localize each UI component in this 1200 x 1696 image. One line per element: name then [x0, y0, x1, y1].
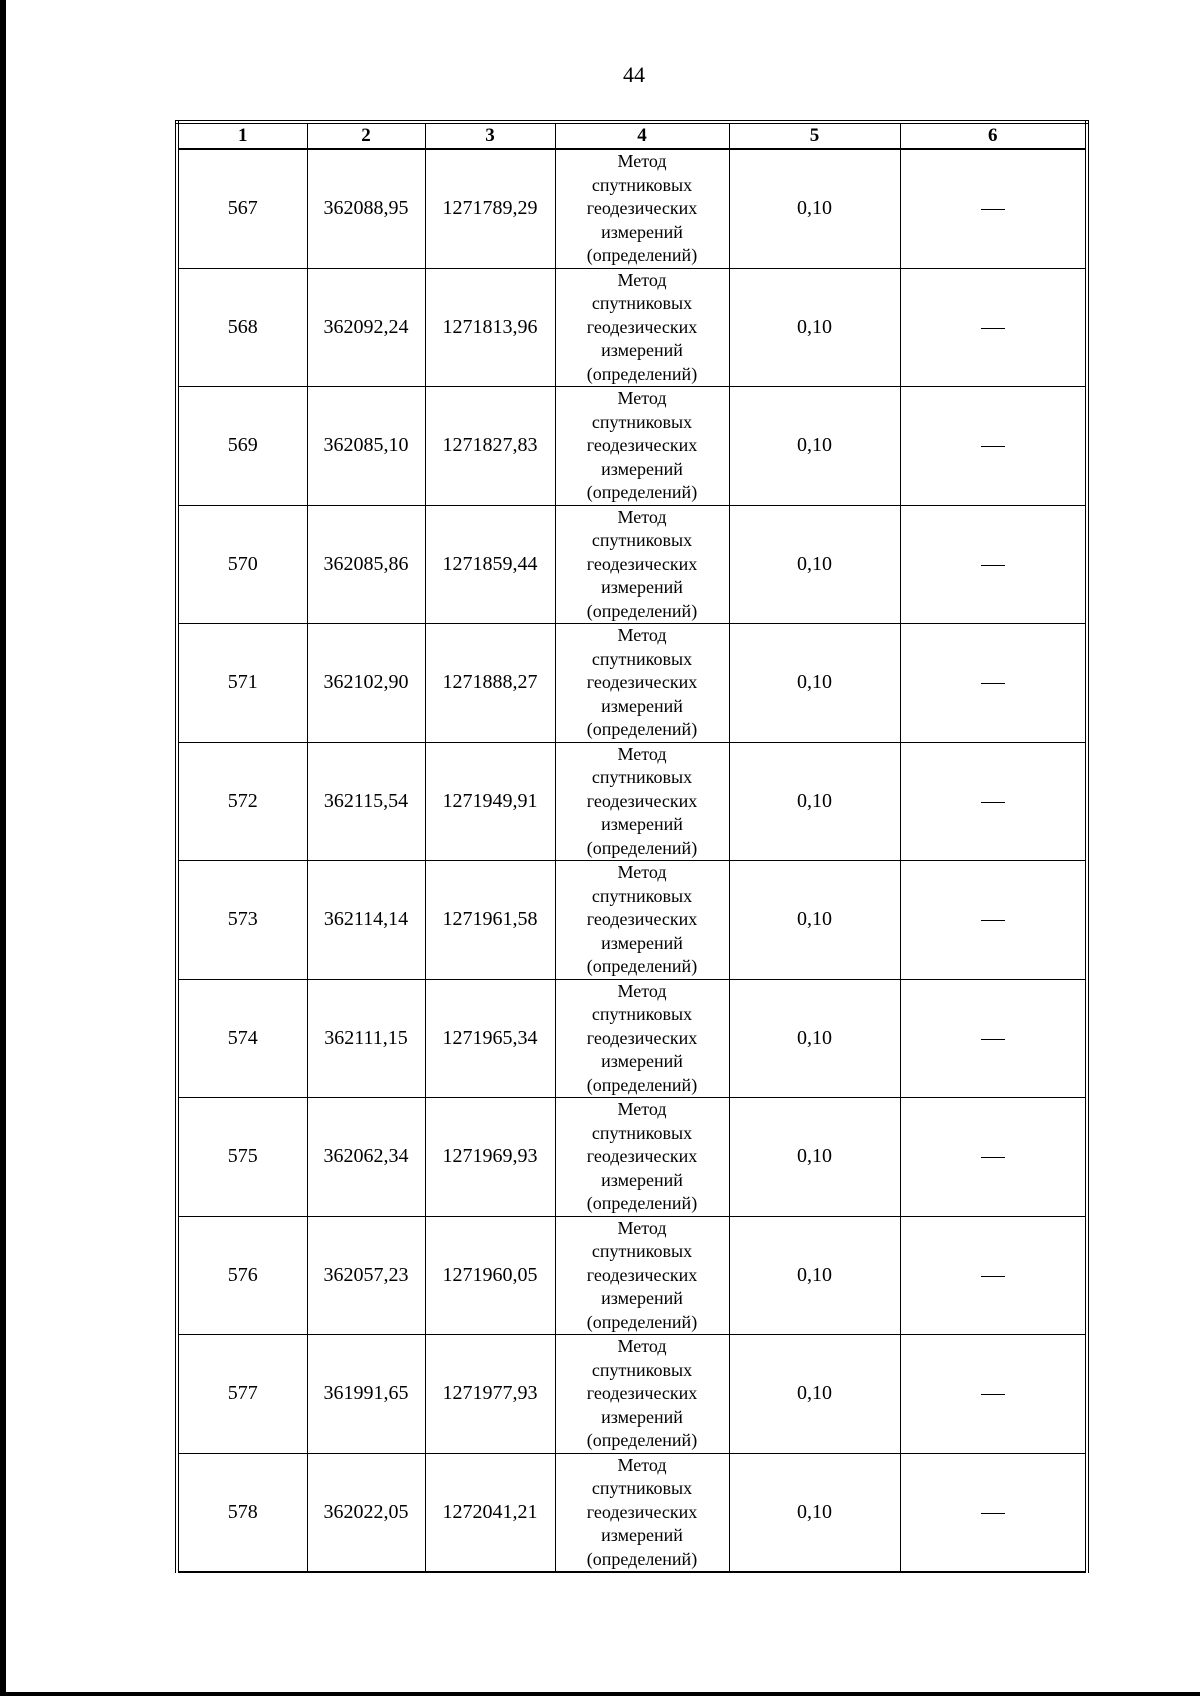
- em-dash: [981, 1513, 1005, 1514]
- point-number-cell: 573: [177, 861, 307, 980]
- table-row: [177, 1335, 1087, 1454]
- page-number: 44: [623, 62, 645, 87]
- method-text-line: спутниковых: [591, 648, 693, 669]
- method-text-line: геодезических: [586, 790, 698, 811]
- accuracy-cell: 0,10: [729, 1335, 900, 1454]
- table-header-row: [177, 122, 1087, 149]
- x-coordinate-cell: 362022,05: [307, 1453, 425, 1572]
- method-text-line: измерений: [601, 932, 683, 953]
- y-coordinate-cell: 1272041,21: [425, 1453, 555, 1572]
- method-text-line: измерений: [601, 695, 683, 716]
- y-coordinate-cell: 1271859,44: [425, 505, 555, 624]
- table-row: [177, 1098, 1087, 1217]
- point-number-cell: 567: [177, 149, 307, 268]
- accuracy-cell: 0,10: [729, 149, 900, 268]
- description-cell: [900, 387, 1087, 506]
- method-text-line: геодезических: [586, 1146, 698, 1166]
- method-text-line: спутниковых: [591, 767, 693, 787]
- method-cell: [555, 624, 729, 743]
- method-text-line: геодезических: [586, 909, 698, 929]
- method-text-line: Метод: [617, 506, 667, 527]
- method-text-line: спутниковых: [591, 530, 693, 550]
- table-row: [177, 742, 1087, 861]
- table-row: [177, 979, 1087, 1098]
- method-text-line: измерений: [601, 340, 683, 360]
- method-text-line: (определений): [586, 363, 698, 384]
- accuracy-cell: 0,10: [729, 387, 900, 506]
- y-coordinate-cell: 1271888,27: [425, 624, 555, 743]
- method-text-line: измерений: [601, 814, 683, 834]
- x-coordinate-cell: 362085,10: [307, 387, 425, 506]
- x-coordinate-cell: 362085,86: [307, 505, 425, 624]
- description-cell: [900, 1335, 1087, 1454]
- coordinates-table-container: [175, 120, 1085, 1573]
- x-coordinate-cell: 362088,95: [307, 149, 425, 268]
- method-cell: [555, 1216, 729, 1335]
- method-text-line: Метод: [617, 151, 667, 171]
- method-text-line: (определений): [586, 1193, 698, 1213]
- method-text-line: геодезических: [586, 1027, 698, 1048]
- x-coordinate-cell: 361991,65: [307, 1335, 425, 1454]
- method-text-line: Метод: [617, 1454, 667, 1475]
- point-number-cell: 574: [177, 979, 307, 1098]
- method-text-line: геодезических: [586, 198, 698, 218]
- table-row: [177, 861, 1087, 980]
- method-text-line: геодезических: [586, 316, 698, 337]
- accuracy-cell: 0,10: [729, 979, 900, 1098]
- method-cell: [555, 861, 729, 980]
- method-text-line: геодезических: [586, 1383, 698, 1403]
- method-cell: [555, 1453, 729, 1572]
- method-cell: [555, 505, 729, 624]
- point-number-cell: 577: [177, 1335, 307, 1454]
- x-coordinate-cell: 362111,15: [307, 979, 425, 1098]
- y-coordinate-cell: 1271961,58: [425, 861, 555, 980]
- method-text-line: измерений: [601, 1169, 683, 1190]
- accuracy-cell: 0,10: [729, 505, 900, 624]
- method-text-line: спутниковых: [591, 411, 693, 432]
- y-coordinate-cell: 1271789,29: [425, 149, 555, 268]
- em-dash: [981, 683, 1005, 684]
- point-number-cell: 570: [177, 505, 307, 624]
- description-cell: [900, 624, 1087, 743]
- y-coordinate-cell: 1271965,34: [425, 979, 555, 1098]
- x-coordinate-cell: 362062,34: [307, 1098, 425, 1217]
- method-text-line: спутниковых: [591, 1359, 693, 1380]
- method-cell: [555, 979, 729, 1098]
- description-cell: [900, 742, 1087, 861]
- y-coordinate-cell: 1271960,05: [425, 1216, 555, 1335]
- method-text-line: измерений: [601, 221, 683, 242]
- method-cell: [555, 387, 729, 506]
- y-coordinate-cell: 1271949,91: [425, 742, 555, 861]
- method-cell: [555, 149, 729, 268]
- description-cell: [900, 268, 1087, 387]
- accuracy-cell: 0,10: [729, 624, 900, 743]
- point-number-cell: 568: [177, 268, 307, 387]
- method-text-line: Метод: [617, 743, 667, 764]
- method-text-line: (определений): [586, 245, 698, 265]
- method-text-line: спутниковых: [591, 885, 693, 906]
- accuracy-cell: 0,10: [729, 1216, 900, 1335]
- method-text-line: геодезических: [586, 1264, 698, 1285]
- method-text-line: Метод: [617, 862, 667, 882]
- method-text-line: спутниковых: [591, 174, 693, 195]
- method-text-line: (определений): [586, 837, 698, 858]
- description-cell: [900, 979, 1087, 1098]
- point-number-cell: 575: [177, 1098, 307, 1217]
- y-coordinate-cell: 1271969,93: [425, 1098, 555, 1217]
- method-text-line: спутниковых: [591, 1241, 693, 1261]
- method-text-line: (определений): [586, 482, 698, 502]
- description-cell: [900, 1453, 1087, 1572]
- table-row: [177, 1453, 1087, 1572]
- coordinates-table: [175, 120, 1089, 1573]
- accuracy-cell: 0,10: [729, 1453, 900, 1572]
- method-cell: [555, 742, 729, 861]
- em-dash: [981, 1276, 1005, 1277]
- description-cell: [900, 1216, 1087, 1335]
- x-coordinate-cell: 362102,90: [307, 624, 425, 743]
- method-text-line: (определений): [586, 956, 698, 976]
- description-cell: [900, 1098, 1087, 1217]
- table-body: [177, 149, 1087, 1572]
- header-col-4: 4: [555, 122, 729, 149]
- method-text-line: геодезических: [586, 553, 698, 574]
- method-text-line: спутниковых: [591, 1478, 693, 1498]
- accuracy-cell: 0,10: [729, 1098, 900, 1217]
- description-cell: [900, 505, 1087, 624]
- em-dash: [981, 920, 1005, 921]
- point-number-cell: 569: [177, 387, 307, 506]
- method-text-line: измерений: [601, 1525, 683, 1545]
- accuracy-cell: 0,10: [729, 268, 900, 387]
- header-col-5: 5: [729, 122, 900, 149]
- method-text-line: Метод: [617, 980, 667, 1001]
- method-cell: [555, 1098, 729, 1217]
- method-text-line: (определений): [586, 600, 698, 621]
- point-number-cell: 576: [177, 1216, 307, 1335]
- method-text-line: (определений): [586, 1311, 698, 1332]
- method-text-line: спутниковых: [591, 293, 693, 313]
- em-dash: [981, 1039, 1005, 1040]
- description-cell: [900, 149, 1087, 268]
- method-text-line: спутниковых: [591, 1004, 693, 1024]
- method-text-line: Метод: [617, 1336, 667, 1356]
- scan-bottom-border: [0, 1692, 1200, 1696]
- accuracy-cell: 0,10: [729, 742, 900, 861]
- header-col-2: 2: [307, 122, 425, 149]
- point-number-cell: 578: [177, 1453, 307, 1572]
- method-text-line: Метод: [617, 388, 667, 408]
- method-text-line: геодезических: [586, 435, 698, 455]
- em-dash: [981, 446, 1005, 447]
- method-text-line: (определений): [586, 1430, 698, 1450]
- method-text-line: Метод: [617, 1217, 667, 1238]
- header-col-3: 3: [425, 122, 555, 149]
- header-col-6: 6: [900, 122, 1087, 149]
- table-row: [177, 268, 1087, 387]
- method-text-line: (определений): [586, 1074, 698, 1095]
- method-text-line: спутниковых: [591, 1122, 693, 1143]
- em-dash: [981, 565, 1005, 566]
- method-text-line: геодезических: [586, 672, 698, 692]
- method-text-line: измерений: [601, 577, 683, 597]
- description-cell: [900, 861, 1087, 980]
- method-cell: [555, 1335, 729, 1454]
- x-coordinate-cell: 362114,14: [307, 861, 425, 980]
- method-text-line: измерений: [601, 458, 683, 479]
- method-text-line: Метод: [617, 1099, 667, 1119]
- header-col-1: 1: [177, 122, 307, 149]
- accuracy-cell: 0,10: [729, 861, 900, 980]
- method-text-line: измерений: [601, 1051, 683, 1071]
- table-row: [177, 1216, 1087, 1335]
- table-row: [177, 624, 1087, 743]
- method-text-line: измерений: [601, 1406, 683, 1427]
- y-coordinate-cell: 1271813,96: [425, 268, 555, 387]
- method-cell: [555, 268, 729, 387]
- y-coordinate-cell: 1271977,93: [425, 1335, 555, 1454]
- method-text-line: геодезических: [586, 1501, 698, 1522]
- em-dash: [981, 1394, 1005, 1395]
- method-text-line: (определений): [586, 719, 698, 739]
- method-text-line: измерений: [601, 1288, 683, 1308]
- point-number-cell: 572: [177, 742, 307, 861]
- table-row: [177, 387, 1087, 506]
- em-dash: [981, 1157, 1005, 1158]
- x-coordinate-cell: 362057,23: [307, 1216, 425, 1335]
- table-row: [177, 505, 1087, 624]
- em-dash: [981, 209, 1005, 210]
- method-text-line: Метод: [617, 625, 667, 645]
- scan-left-border: [0, 0, 6, 1696]
- method-text-line: (определений): [586, 1548, 698, 1569]
- point-number-cell: 571: [177, 624, 307, 743]
- x-coordinate-cell: 362115,54: [307, 742, 425, 861]
- em-dash: [981, 802, 1005, 803]
- em-dash: [981, 328, 1005, 329]
- x-coordinate-cell: 362092,24: [307, 268, 425, 387]
- table-row: [177, 149, 1087, 268]
- y-coordinate-cell: 1271827,83: [425, 387, 555, 506]
- method-text-line: Метод: [617, 269, 667, 290]
